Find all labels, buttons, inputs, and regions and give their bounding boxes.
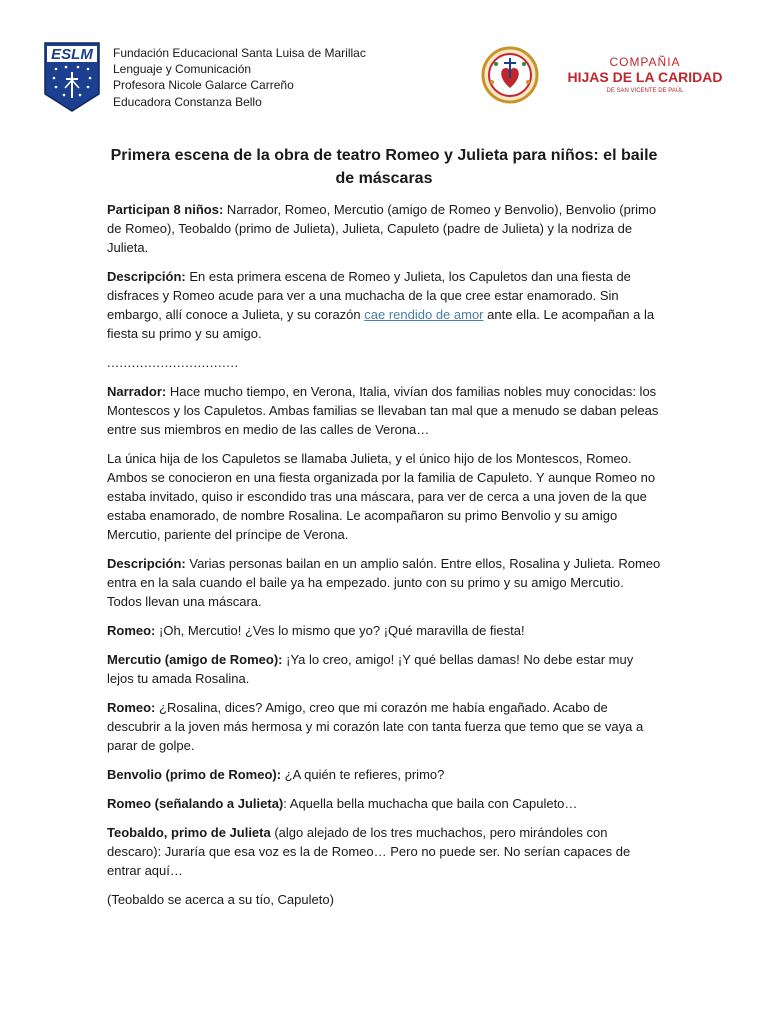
script-paragraph (107, 449, 661, 544)
script-paragraph (107, 890, 661, 909)
script-paragraph (107, 650, 661, 688)
participants-paragraph (107, 200, 661, 257)
script-paragraph (107, 698, 661, 755)
speaker-text: : Aquella bella muchacha que baila con Capuleto… (283, 796, 578, 811)
speaker-text: (algo alejado de los tres muchachos, pero mirándoles con descaro): Juraría que esa voz es la de Romeo… Pero no puede ser. No serían capaces de entrar aquí… (107, 825, 631, 878)
participants-text: Narrador, Romeo, Mercutio (amigo de Romeo y Benvolio), Benvolio (primo de Romeo), Teobaldo (primo de Julieta), Julieta, Capuleto (padre de Julieta) y la nodriza de Julieta. (107, 202, 657, 255)
description-text: En esta primera escena de Romeo y Julieta, los Capuletos dan una fiesta de disfraces y Romeo acude para ver a una muchacha de la que cree estar enamorado. Sin embargo, allí conoce a Julieta, y su corazón (107, 269, 631, 322)
speaker-text: ¡Oh, Mercutio! ¿Ves lo mismo que yo? ¡Qué maravilla de fiesta! (155, 623, 525, 638)
header-info (113, 45, 366, 110)
speaker-text: (Teobaldo se acerca a su tío, Capuleto) (107, 892, 334, 907)
description-link[interactable]: cae rendido de amor (364, 307, 484, 322)
script-paragraph (107, 794, 661, 813)
speaker-text: Varias personas bailan en un amplio salón. Entre ellos, Rosalina y Julieta. Romeo entra en la sala cuando el baile ya ha empezado. junto con su primo y su amigo Mercutio. Todos llevan una máscara. (107, 556, 661, 609)
separator: ................................ (107, 355, 239, 370)
speaker-text: Hace mucho tiempo, en Verona, Italia, vivían dos familias nobles muy conocidas: los Montescos y los Capuletos. Ambas familias se llevaban tan mal que a menudo se daban peleas entre sus miembros en medio de las calles de Verona… (107, 384, 659, 437)
participants-label: Participan 8 niños: (107, 202, 224, 217)
speaker-label: Mercutio (amigo de Romeo): (107, 652, 283, 667)
speaker-label: Narrador: (107, 384, 167, 399)
speaker-label: Descripción: (107, 556, 186, 571)
script-paragraph (107, 382, 661, 439)
document-header (44, 42, 748, 114)
speaker-text: ¿Rosalina, dices? Amigo, creo que mi corazón me había engañado. Acabo de descubrir a la joven más hermosa y mi corazón late con tanta fuerza que temo que se vaya a parar de golpe. (107, 700, 644, 753)
eslm-logo (44, 42, 100, 112)
speaker-label: Romeo: (107, 700, 156, 715)
speaker-text: La única hija de los Capuletos se llamaba Julieta, y el único hijo de los Montescos, Romeo. Ambos se conocieron en una fiesta organizada por la familia de Capuleto. Y aunque Romeo no estaba invitado, quiso ir escondido tras una máscara, para ver de cerca a una joven de la que estaba enamorado, de nombre Rosalina. Le acompañaron su primo Benvolio y su amigo Mercutio, pariente del príncipe de Verona. (107, 451, 656, 542)
logo-text-name: HIJAS DE LA CARIDAD (567, 69, 723, 85)
educator-name: Educadora Constanza Bello (113, 94, 262, 109)
script-paragraph (107, 554, 661, 611)
description-paragraph (107, 267, 661, 343)
page-title: Primera escena de la obra de teatro Romeo y Julieta para niños: el baile de máscaras (110, 147, 658, 187)
description-text-end: ante ella. Le acompañan a la fiesta su primo y su amigo. (107, 307, 655, 341)
speaker-label: Romeo: (107, 623, 156, 638)
script-paragraph (107, 823, 661, 880)
speaker-label: Teobaldo, primo de Julieta (107, 825, 271, 840)
script-paragraph (107, 621, 661, 640)
speaker-text: ¡Ya lo creo, amigo! ¡Y qué bellas damas! No debe estar muy lejos tu amada Rosalina. (107, 652, 634, 686)
speaker-label: Benvolio (primo de Romeo): (107, 767, 282, 782)
speaker-text: ¿A quién te refieres, primo? (281, 767, 445, 782)
description-label: Descripción: (107, 269, 186, 284)
teacher-name: Profesora Nicole Galarce Carreño (113, 78, 294, 93)
subject-name: Lenguaje y Comunicación (113, 62, 252, 77)
svg-text:ESLM: ESLM (51, 46, 93, 63)
logo-text-subtitle: DE SAN VICENTE DE PAÚL (606, 88, 684, 94)
script-paragraph (107, 765, 661, 784)
hijas-de-la-caridad-logo (470, 44, 748, 106)
logo-text-company: COMPAÑIA (609, 55, 681, 69)
speaker-label: Romeo (señalando a Julieta) (107, 796, 284, 811)
document-body (107, 200, 661, 919)
institution-name: Fundación Educacional Santa Luisa de Marillac (113, 46, 366, 60)
